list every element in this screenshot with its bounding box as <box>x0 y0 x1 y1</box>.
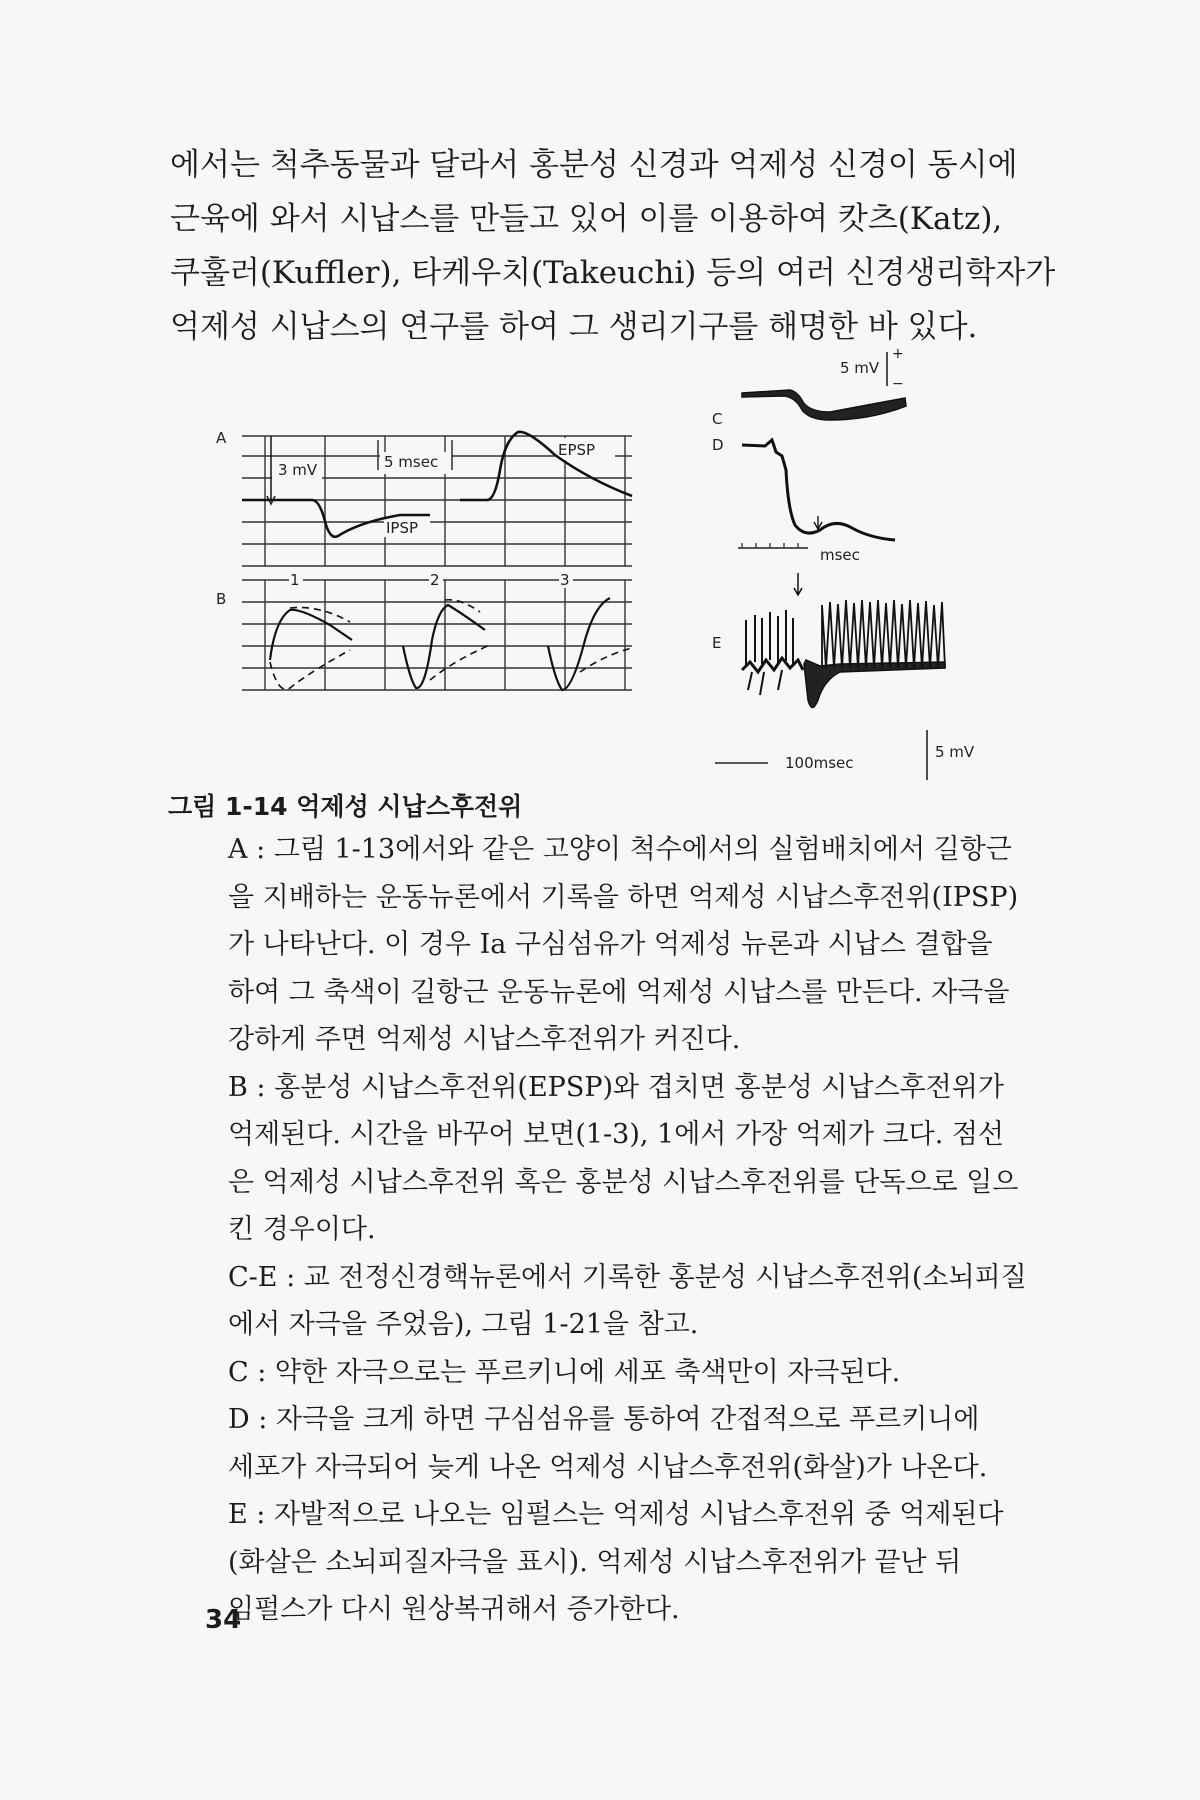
caption-line: (화살은 소뇌피질자극을 표시). 억제성 시납스후전위가 끝난 뒤 <box>228 1546 962 1578</box>
caption-line: 하여 그 축색이 길항근 운동뉴론에 억제성 시납스를 만든다. 자극을 <box>228 976 1010 1008</box>
caption-line: 억제된다. 시간을 바꾸어 보면(1-3), 1에서 가장 억제가 크다. 점선 <box>228 1119 1005 1150</box>
spike-burst <box>822 600 945 668</box>
caption-line: 세포가 자극되어 늦게 나온 억제성 시납스후전위(화살)가 나온다. <box>228 1451 988 1483</box>
trace-b2-dashed <box>430 645 490 680</box>
trace-b1-dashed <box>270 650 350 689</box>
panel-a <box>216 429 632 566</box>
trace-c <box>742 390 906 420</box>
scale-3mv: 3 mV <box>278 461 318 479</box>
caption-line: 에서 자극을 주었음), 그림 1-21을 참고. <box>228 1309 699 1340</box>
caption-line: C : 약한 자극으로는 푸르키니에 세포 축색만이 자극된다. <box>228 1356 901 1388</box>
caption-line: B : 홍분성 시납스후전위(EPSP)와 겹치면 홍분성 시납스후전위가 <box>228 1071 1004 1103</box>
panel-b-label: B <box>216 590 227 608</box>
minus-sign: − <box>892 376 904 392</box>
caption-line: D : 자극을 크게 하면 구심섬유를 통하여 간접적으로 푸르키니에 <box>228 1404 980 1435</box>
caption-line: 가 나타난다. 이 경우 Ia 구심섬유가 억제성 뉴론과 시납스 결합을 <box>228 929 993 960</box>
panel-e-label: E <box>712 634 722 652</box>
trace-b3 <box>548 598 610 690</box>
ipsp-label: IPSP <box>386 519 419 537</box>
panel-a-label: A <box>216 429 227 447</box>
scale-5msec: 5 msec <box>384 453 439 471</box>
intro-line: 근육에 와서 시납스를 만들고 있어 이를 이용하여 캇츠(Katz), <box>170 201 1003 237</box>
msec-label: msec <box>820 546 860 564</box>
caption-line: 강하게 주면 억제성 시납스후전위가 커진다. <box>228 1024 741 1055</box>
caption-line: 킨 경우이다. <box>228 1214 376 1245</box>
mark-3: 3 <box>560 571 570 589</box>
mark-1: 1 <box>290 571 300 589</box>
caption-line: 을 지배하는 운동뉴론에서 기록을 하면 억제성 시납스후전위(IPSP) <box>228 881 1019 913</box>
page-number: 34 <box>205 1605 242 1635</box>
figure-caption-body <box>228 826 1038 1634</box>
caption-line: 은 억제성 시납스후전위 혹은 홍분성 시납스후전위를 단독으로 일으 <box>228 1166 1019 1198</box>
figure-caption-title: 그림 1-14 억제성 시납스후전위 <box>168 792 523 821</box>
panel-d <box>712 436 895 564</box>
panel-d-label: D <box>712 436 724 454</box>
intro-line: 억제성 시납스의 연구를 하여 그 생리기구를 해명한 바 있다. <box>170 309 978 345</box>
epsp-label: EPSP <box>558 441 596 459</box>
scale-5mv-e: 5 mV <box>935 743 975 761</box>
panel-c <box>712 346 906 428</box>
scale-5mv-c: 5 mV <box>840 359 880 377</box>
caption-line: 임펄스가 다시 원상복귀해서 증가한다. <box>228 1594 680 1625</box>
intro-line: 쿠훌러(Kuffler), 타케우치(Takeuchi) 등의 여러 신경생리학자가 <box>170 255 1056 291</box>
caption-line: E : 자발적으로 나오는 임펄스는 억제성 시납스후전위 중 억제된다 <box>228 1499 1004 1530</box>
panel-c-label: C <box>712 410 723 428</box>
100msec-label: 100msec <box>785 754 854 772</box>
intro-line: 에서는 척추동물과 달라서 홍분성 신경과 억제성 신경이 동시에 <box>170 147 1018 183</box>
figure-1-14 <box>0 0 1200 800</box>
plus-sign: + <box>892 346 904 362</box>
panel-b <box>216 568 632 690</box>
caption-line: A : 그림 1-13에서와 같은 고양이 척수에서의 실험배치에서 길항근 <box>228 834 1012 865</box>
spikes-early <box>746 610 793 665</box>
panel-e <box>712 573 975 780</box>
mark-2: 2 <box>430 571 440 589</box>
caption-line: C-E : 교 전정신경핵뉴론에서 기록한 홍분성 시납스후전위(소뇌피질 <box>228 1261 1027 1293</box>
